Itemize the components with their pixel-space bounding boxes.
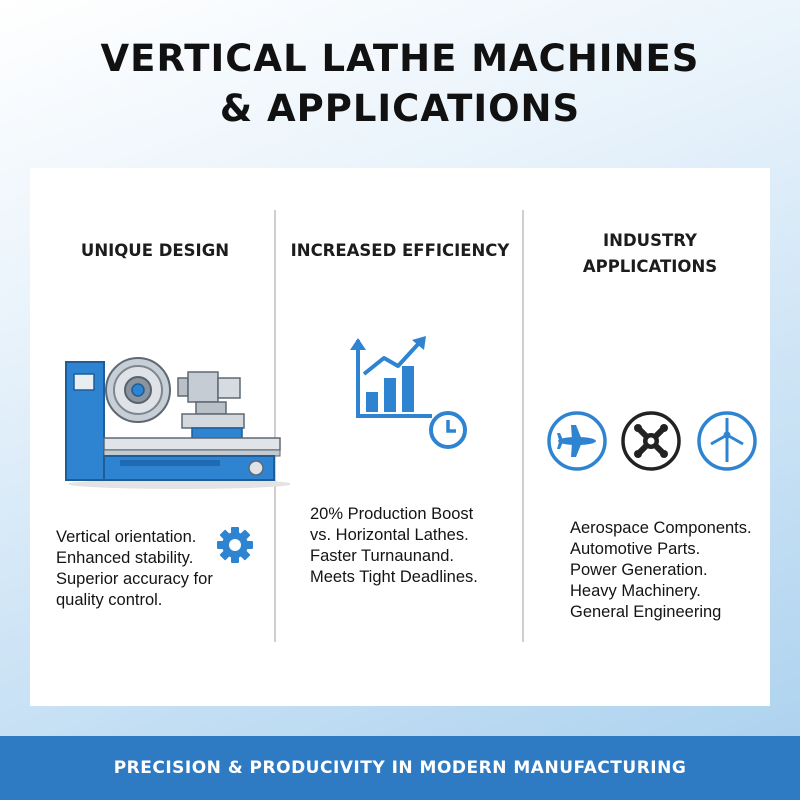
increased-efficiency-heading: INCREASED EFFICIENCY — [290, 241, 510, 260]
title-line-1: VERTICAL LATHE MACHINES — [100, 37, 700, 80]
airplane-icon — [546, 410, 608, 472]
gear-icon — [216, 526, 254, 564]
industry-applications-text: Aerospace Components. Automotive Parts. Power Generation. Heavy Machinery. General Engineering — [570, 519, 752, 621]
increased-efficiency-text: 20% Production Boost vs. Horizontal Lathes. Faster Turnaunand. Meets Tight Deadlines. — [310, 505, 478, 586]
column-divider — [522, 210, 524, 642]
automotive-part-icon — [620, 410, 682, 472]
title-line-2: & APPLICATIONS — [219, 87, 581, 130]
footer-banner — [0, 736, 800, 800]
wind-turbine-icon — [696, 410, 758, 472]
industry-applications-heading: INDUSTRY APPLICATIONS — [582, 231, 718, 276]
unique-design-heading: UNIQUE DESIGN — [80, 241, 230, 260]
unique-design-text: Vertical orientation. Enhanced stability. Superior accuracy for quality control. — [56, 528, 213, 609]
content-card — [30, 168, 770, 706]
lathe-machine-icon — [60, 348, 290, 496]
footer-text: PRECISION & PRODUCIVITY IN MODERN MANUFACTURING — [113, 758, 687, 778]
page-title — [0, 34, 800, 134]
growth-chart-icon — [344, 336, 474, 452]
